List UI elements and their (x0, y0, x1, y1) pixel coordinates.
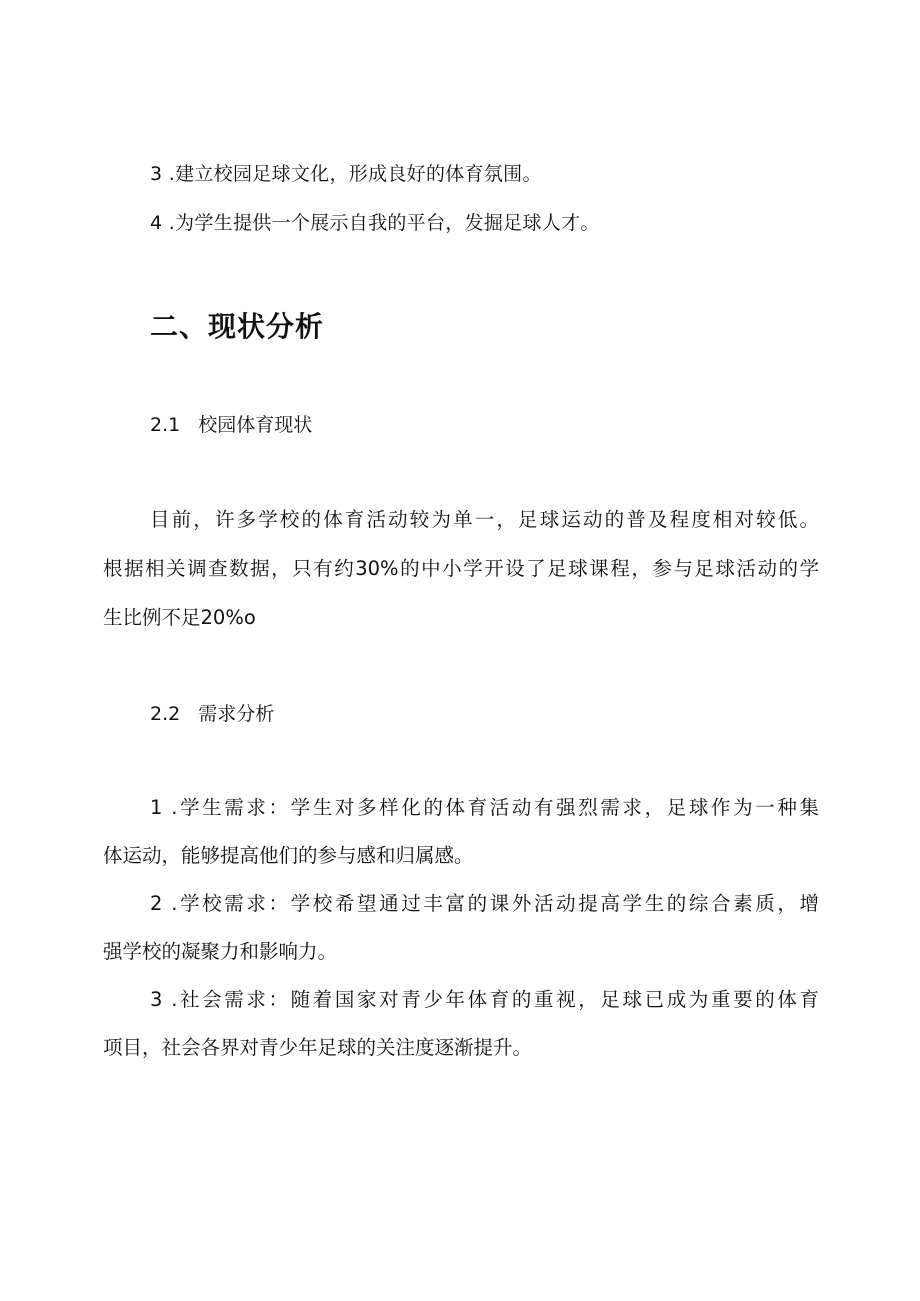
need-item-2-line-1: 2 .学校需求：学校希望通过丰富的课外活动提高学生的综合素质，增 (150, 892, 819, 915)
paragraph-line: 根据相关调查数据，只有约30%的中小学开设了足球课程，参与足球活动的学 (103, 557, 819, 580)
subsection-title: 需求分析 (198, 703, 275, 725)
subsection-2-2-heading (150, 701, 274, 727)
subsection-number: 2.2 (150, 703, 181, 725)
need-item-3-line-2: 项目，社会各界对青少年足球的关注度逐渐提升。 (103, 1036, 533, 1059)
subsection-title: 校园体育现状 (198, 414, 313, 436)
need-item-3-line-1: 3 .社会需求：随着国家对青少年体育的重视，足球已成为重要的体育 (150, 988, 819, 1011)
paragraph-line: 生比例不足20%o (103, 606, 256, 629)
paragraph-line: 目前，许多学校的体育活动较为单一，足球运动的普及程度相对较低。 (150, 508, 819, 531)
goal-item-4: 4 .为学生提供一个展示自我的平台，发掘足球人才。 (150, 212, 600, 234)
subsection-2-1-heading (150, 412, 312, 438)
section-heading: 二、现状分析 (150, 310, 325, 343)
need-item-2-line-2: 强学校的凝聚力和影响力。 (103, 940, 338, 963)
need-item-1-line-2: 体运动，能够提高他们的参与感和归属感。 (103, 844, 474, 867)
need-item-1-line-1: 1 .学生需求：学生对多样化的体育活动有强烈需求，足球作为一种集 (150, 796, 819, 819)
subsection-number: 2.1 (150, 414, 181, 436)
goal-item-3: 3 .建立校园足球文化，形成良好的体育氛围。 (150, 163, 542, 185)
